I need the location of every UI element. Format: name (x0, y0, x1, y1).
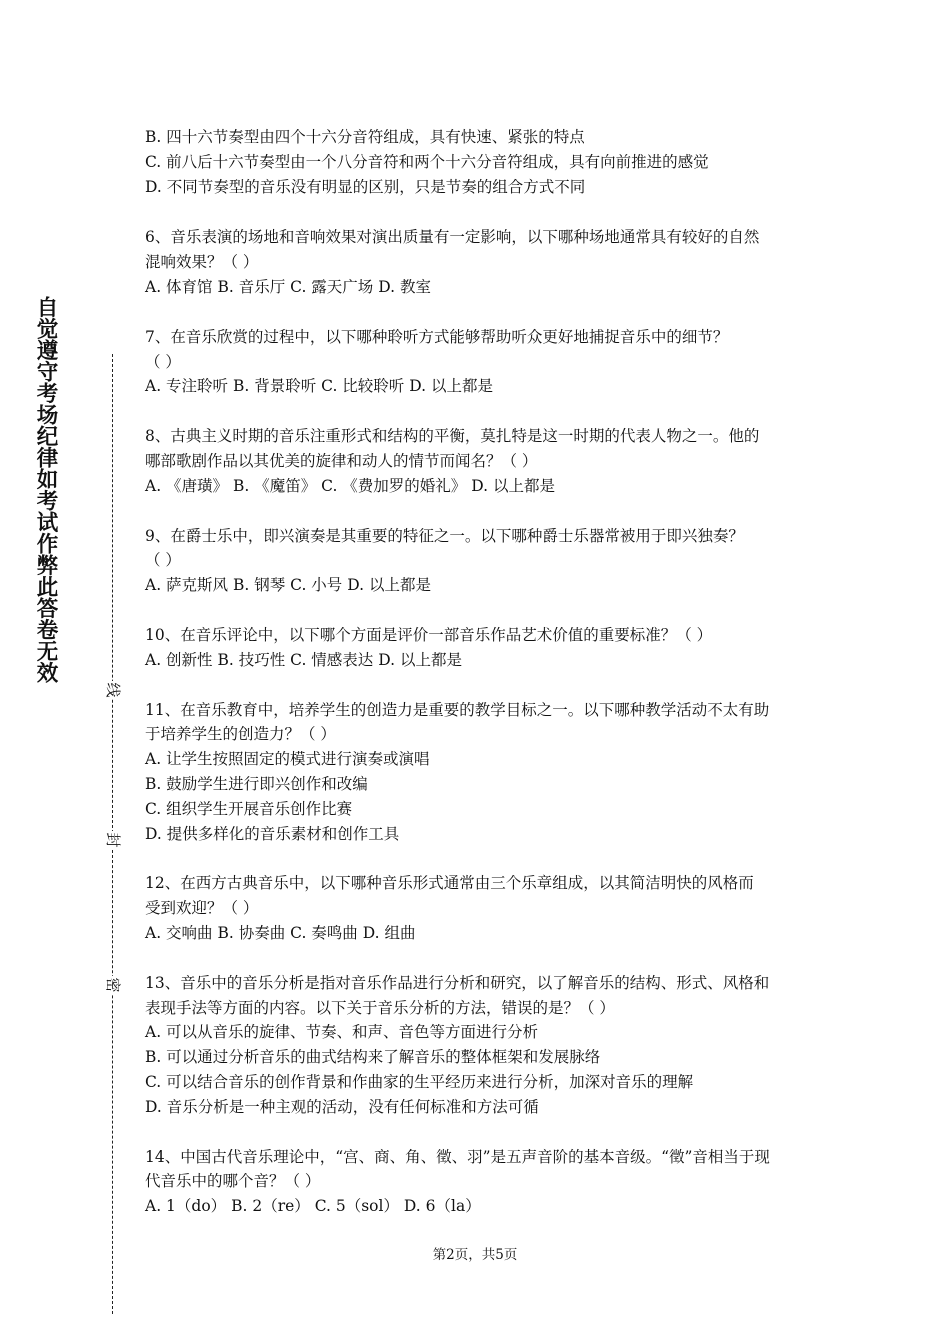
binding-mark-seal: 封 (104, 832, 122, 848)
question-stem: 7、在音乐欣赏的过程中，以下哪种聆听方式能够帮助听众更好地捕捉音乐中的细节？ (145, 327, 729, 346)
question-stem: 8、古典主义时期的音乐注重形式和结构的平衡，莫扎特是这一时期的代表人物之一。他的 (145, 427, 760, 446)
option-text: D. 不同节奏型的音乐没有明显的区别，只是节奏的组合方式不同 (145, 177, 586, 196)
question-9 (145, 524, 815, 598)
question-options: A. 创新性 B. 技巧性 C. 情感表达 D. 以上都是 (145, 650, 462, 669)
question-options: A. 专注聆听 B. 背景聆听 C. 比较聆听 D. 以上都是 (145, 377, 493, 396)
question-stem: 于培养学生的创造力？（ ） (145, 725, 336, 744)
binding-mark-secret: 密 (104, 977, 122, 993)
binding-mark-line: 线 (104, 682, 122, 698)
question-stem: 12、在西方古典音乐中，以下哪种音乐形式通常由三个乐章组成，以其简洁明快的风格而 (145, 874, 754, 893)
question-11 (145, 698, 815, 847)
option-text: C. 前八后十六节奏型由一个八分音符和两个十六分音符组成，具有向前推进的感觉 (145, 152, 709, 171)
option-text: D. 提供多样化的音乐素材和创作工具 (145, 824, 400, 843)
question-13 (145, 971, 815, 1120)
question-stem: 代音乐中的哪个音？（ ） (145, 1172, 321, 1191)
option-text: B. 鼓励学生进行即兴创作和改编 (145, 774, 368, 793)
question-options: A. 萨克斯风 B. 钢琴 C. 小号 D. 以上都是 (145, 576, 431, 595)
question-stem: 10、在音乐评论中，以下哪个方面是评价一部音乐作品艺术价值的重要标准？（ ） (145, 625, 713, 644)
question-14 (145, 1145, 815, 1219)
option-text: C. 可以结合音乐的创作背景和作曲家的生平经历来进行分析，加深对音乐的理解 (145, 1072, 694, 1091)
question-stem: 11、在音乐教育中，培养学生的创造力是重要的教学目标之一。以下哪种教学活动不太有助 (145, 700, 770, 719)
question-options: A. 《唐璜》 B. 《魔笛》 C. 《费加罗的婚礼》 D. 以上都是 (145, 476, 555, 495)
option-text: A. 让学生按照固定的模式进行演奏或演唱 (145, 750, 430, 769)
question-8 (145, 424, 815, 498)
question-6 (145, 225, 815, 299)
question-options: A. 体育馆 B. 音乐厅 C. 露天广场 D. 教室 (145, 277, 431, 296)
question-stem: 6、音乐表演的场地和音响效果对演出质量有一定影响，以下哪种场地通常具有较好的自然 (145, 228, 760, 247)
question-stem: 受到欢迎？（ ） (145, 899, 259, 918)
question-stem: 混响效果？（ ） (145, 253, 259, 272)
question-stem: 哪部歌剧作品以其优美的旋律和动人的情节而闻名？（ ） (145, 451, 538, 470)
question-options: A. 1（do） B. 2（re） C. 5（sol） D. 6（la） (145, 1197, 481, 1216)
option-text: B. 四十六节奏型由四个十六分音符组成，具有快速、紧张的特点 (145, 128, 585, 146)
option-text: B. 可以通过分析音乐的曲式结构来了解音乐的整体框架和发展脉络 (145, 1048, 601, 1067)
question-options: A. 交响曲 B. 协奏曲 C. 奏鸣曲 D. 组曲 (145, 923, 416, 942)
question-stem: 14、中国古代音乐理论中，“宫、商、角、徵、羽”是五声音阶的基本音级。“徵”音相当于现 (145, 1147, 770, 1166)
question-stem: （ ） (145, 551, 181, 570)
question-stem: 9、在爵士乐中，即兴演奏是其重要的特征之一。以下哪种爵士乐器常被用于即兴独奏？ (145, 526, 744, 545)
question-list (145, 125, 815, 1244)
question-10 (145, 623, 815, 673)
question-12 (145, 871, 815, 945)
option-text: C. 组织学生开展音乐创作比赛 (145, 799, 353, 818)
question-7 (145, 325, 815, 399)
question-stem: 13、音乐中的音乐分析是指对音乐作品进行分析和研究，以了解音乐的结构、形式、风格和 (145, 973, 770, 992)
option-text: A. 可以从音乐的旋律、节奏、和声、音色等方面进行分析 (145, 1023, 539, 1042)
question-stem: 表现手法等方面的内容。以下关于音乐分析的方法，错误的是？（ ） (145, 998, 615, 1017)
option-text: D. 音乐分析是一种主观的活动，没有任何标准和方法可循 (145, 1097, 539, 1116)
question-5-continued (145, 125, 815, 199)
page-number: 第2页，共5页 (432, 1247, 518, 1263)
exam-discipline-notice: 自觉遵守考场纪律如考试作弊此答卷无效 (33, 296, 58, 683)
question-stem: （ ） (145, 352, 181, 371)
